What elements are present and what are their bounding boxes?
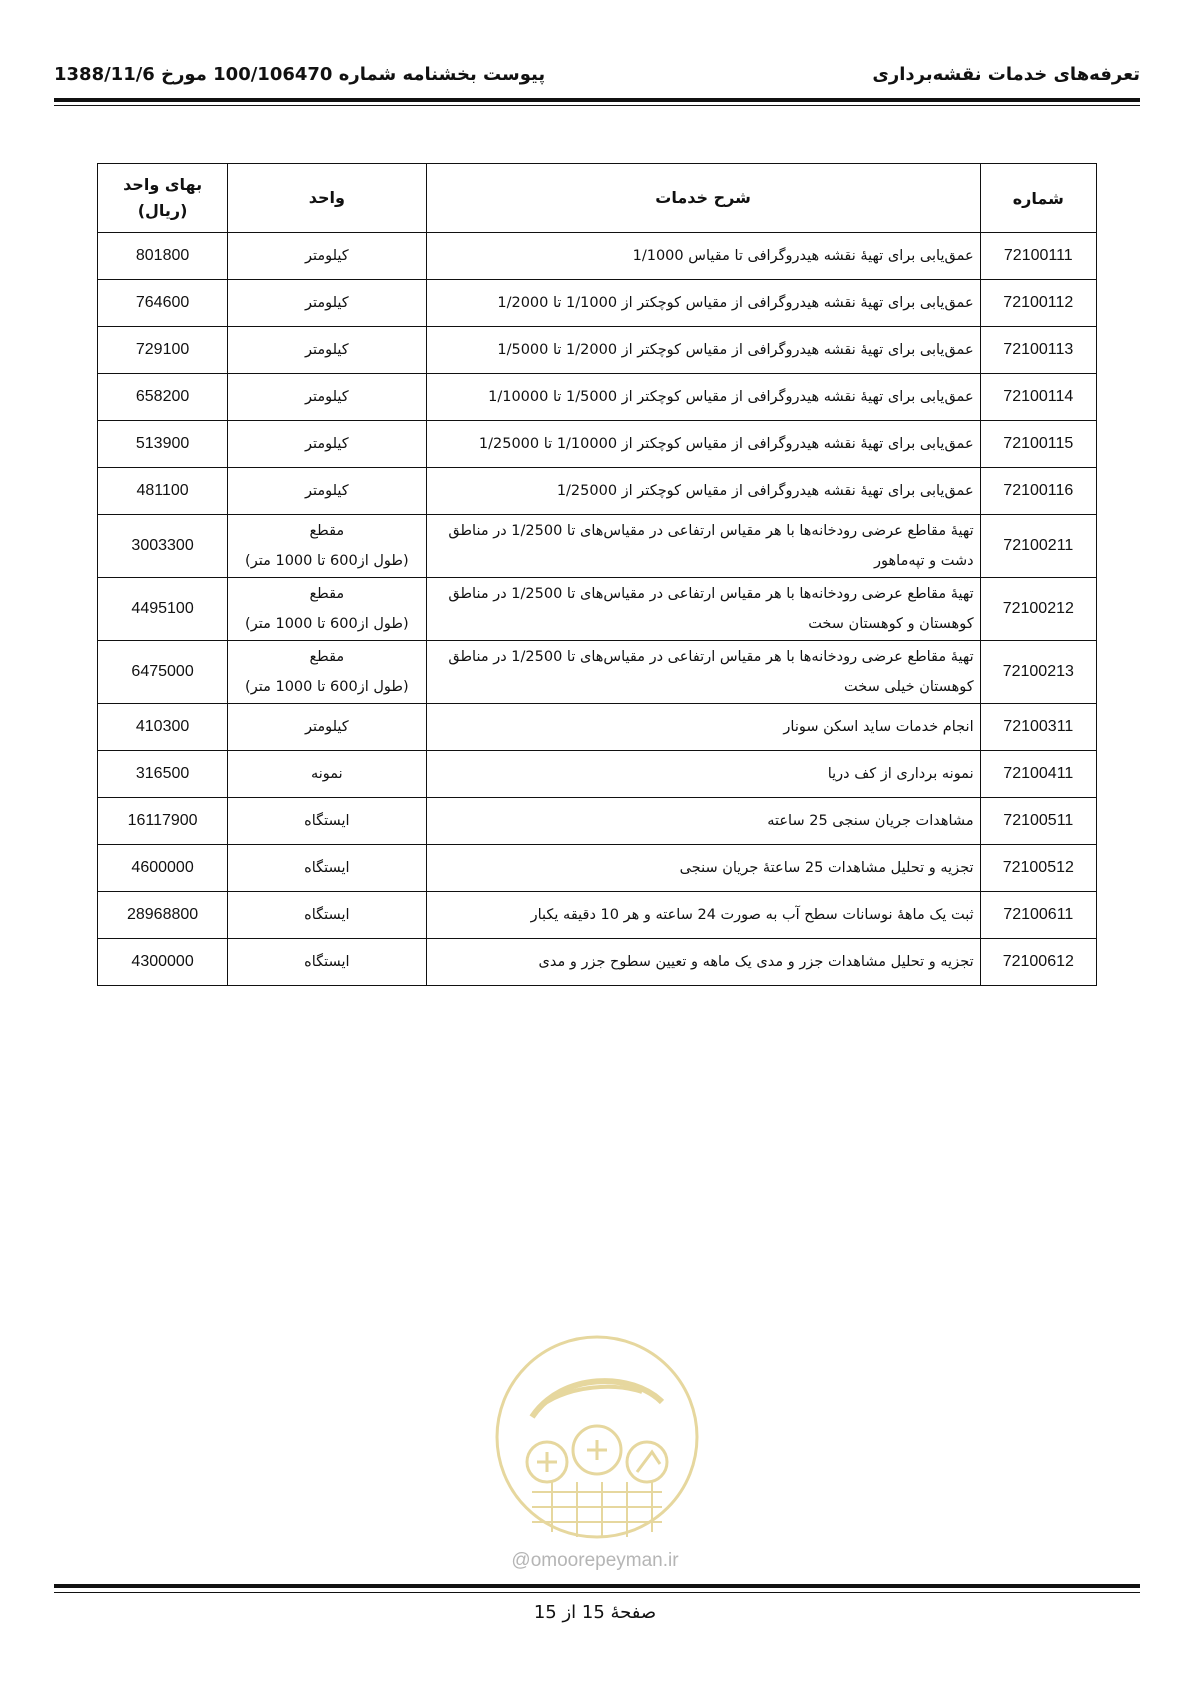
header-rule-thin [54,105,1140,106]
table-row [98,280,1097,327]
row-price: 316500 [98,751,228,798]
row-unit-note: (طول از600 تا 1000 متر) [245,616,409,632]
page-number: صفحهٔ 15 از 15 [533,1602,657,1623]
row-price: 4600000 [98,845,228,892]
row-unit-label: کیلومتر [304,248,349,264]
row-description: عمق‌یابی برای تهیهٔ نقشه هیدروگرافی از مقیاس کوچکتر از 1/2000 تا 1/5000 [426,327,980,374]
watermark-stamp-logo [492,1332,702,1542]
row-unit-label: ایستگاه [304,907,350,923]
row-description: عمق‌یابی برای تهیهٔ نقشه هیدروگرافی تا مقیاس 1/1000 [426,233,980,280]
footer-rule-thick [54,1584,1140,1588]
table-row [98,421,1097,468]
gear-icon [627,1442,667,1482]
row-number: 72100612 [980,939,1096,986]
row-unit-label: ایستگاه [304,954,350,970]
row-unit [228,641,426,704]
row-number: 72100213 [980,641,1096,704]
row-unit [228,280,426,327]
row-price: 658200 [98,374,228,421]
row-unit-label: ایستگاه [304,813,350,829]
table-row [98,374,1097,421]
row-unit-label: کیلومتر [304,483,349,499]
at-icon: @ [511,1550,531,1571]
row-description: تجزیه و تحلیل مشاهدات جزر و مدی یک ماهه و تعیین سطوح جزر و مدی [426,939,980,986]
table-row [98,939,1097,986]
row-price: 410300 [98,704,228,751]
row-price: 764600 [98,280,228,327]
row-number: 72100112 [980,280,1096,327]
row-description: عمق‌یابی برای تهیهٔ نقشه هیدروگرافی از مقیاس کوچکتر از 1/1000 تا 1/2000 [426,280,980,327]
row-number: 72100114 [980,374,1096,421]
row-unit-label: مقطع [309,649,345,665]
row-price: 481100 [98,468,228,515]
row-number: 72100311 [980,704,1096,751]
header-price-currency: (ریال) [137,201,188,220]
row-number: 72100113 [980,327,1096,374]
row-number: 72100411 [980,751,1096,798]
row-unit-label: کیلومتر [304,342,349,358]
row-price: 3003300 [98,515,228,578]
building-icon [587,1440,607,1460]
row-unit [228,798,426,845]
row-description: عمق‌یابی برای تهیهٔ نقشه هیدروگرافی از مقیاس کوچکتر از 1/5000 تا 1/10000 [426,374,980,421]
page-title: تعرفه‌های خدمات نقشه‌برداری [872,63,1140,85]
row-price: 729100 [98,327,228,374]
row-unit [228,374,426,421]
row-number: 72100512 [980,845,1096,892]
row-number: 72100211 [980,515,1096,578]
grid-icon [532,1482,662,1537]
row-description: تهیهٔ مقاطع عرضی رودخانه‌ها با هر مقیاس ارتفاعی در مقیاس‌های تا 1/2500 در مناطق کوهستان و کوهستان سخت [426,578,980,641]
row-unit [228,327,426,374]
row-description: تهیهٔ مقاطع عرضی رودخانه‌ها با هر مقیاس ارتفاعی در مقیاس‌های تا 1/2500 در مناطق کوهستان خیلی سخت [426,641,980,704]
row-description: عمق‌یابی برای تهیهٔ نقشه هیدروگرافی از مقیاس کوچکتر از 1/10000 تا 1/25000 [426,421,980,468]
header-unit: واحد [228,164,426,233]
row-unit [228,421,426,468]
row-price: 4495100 [98,578,228,641]
row-unit [228,578,426,641]
header-rule-thick [54,98,1140,102]
table-header-row [98,164,1097,233]
row-number: 72100212 [980,578,1096,641]
table-row [98,751,1097,798]
row-description: انجام خدمات ساید اسکن سونار [426,704,980,751]
row-unit [228,515,426,578]
table-row [98,845,1097,892]
row-unit-label: کیلومتر [304,389,349,405]
row-description: تجزیه و تحلیل مشاهدات 25 ساعتهٔ جریان سنجی [426,845,980,892]
row-number: 72100115 [980,421,1096,468]
row-number: 72100111 [980,233,1096,280]
row-description: تهیهٔ مقاطع عرضی رودخانه‌ها با هر مقیاس ارتفاعی در مقیاس‌های تا 1/2500 در مناطق دشت و تپه‌ماهور [426,515,980,578]
row-unit [228,892,426,939]
row-unit [228,751,426,798]
table-row [98,892,1097,939]
row-unit-note: (طول از600 تا 1000 متر) [245,679,409,695]
row-price: 513900 [98,421,228,468]
scales-icon [537,1452,557,1472]
row-price: 4300000 [98,939,228,986]
row-description: عمق‌یابی برای تهیهٔ نقشه هیدروگرافی از مقیاس کوچکتر از 1/25000 [426,468,980,515]
excavator-icon [637,1452,660,1472]
row-number: 72100116 [980,468,1096,515]
row-price: 6475000 [98,641,228,704]
row-price: 16117900 [98,798,228,845]
table-row [98,233,1097,280]
table-row [98,578,1097,641]
row-unit-label: مقطع [309,523,345,539]
row-unit-label: کیلومتر [304,719,349,735]
row-unit-label: مقطع [309,586,345,602]
watermark-url [470,1550,720,1572]
row-price: 801800 [98,233,228,280]
row-unit-label: کیلومتر [304,295,349,311]
row-unit-label: کیلومتر [304,436,349,452]
table-row [98,327,1097,374]
row-unit [228,233,426,280]
watermark-url-text: omoorepeyman.ir [530,1550,679,1571]
header-number: شماره [980,164,1096,233]
row-price: 28968800 [98,892,228,939]
row-unit-label: نمونه [310,766,343,782]
page-header [54,56,1140,92]
header-description: شرح خدمات [426,164,980,233]
row-unit [228,939,426,986]
row-unit-note: (طول از600 تا 1000 متر) [245,553,409,569]
row-description: مشاهدات جریان سنجی 25 ساعته [426,798,980,845]
row-description: ثبت یک ماههٔ نوسانات سطح آب به صورت 24 ساعته و هر 10 دقیقه یکبار [426,892,980,939]
header-price [98,164,228,233]
tariff-table [97,163,1097,986]
row-number: 72100611 [980,892,1096,939]
row-description: نمونه برداری از کف دریا [426,751,980,798]
footer-rule-thin [54,1592,1140,1593]
document-reference: پیوست بخشنامه شماره 100/106470 مورخ 1388/11/6 [54,63,546,85]
row-unit [228,468,426,515]
row-number: 72100511 [980,798,1096,845]
row-unit [228,845,426,892]
header-price-label: بهای واحد [123,175,203,194]
table-row [98,641,1097,704]
table-row [98,515,1097,578]
row-unit [228,704,426,751]
table-row [98,798,1097,845]
row-unit-label: ایستگاه [304,860,350,876]
table-row [98,468,1097,515]
table-row [98,704,1097,751]
